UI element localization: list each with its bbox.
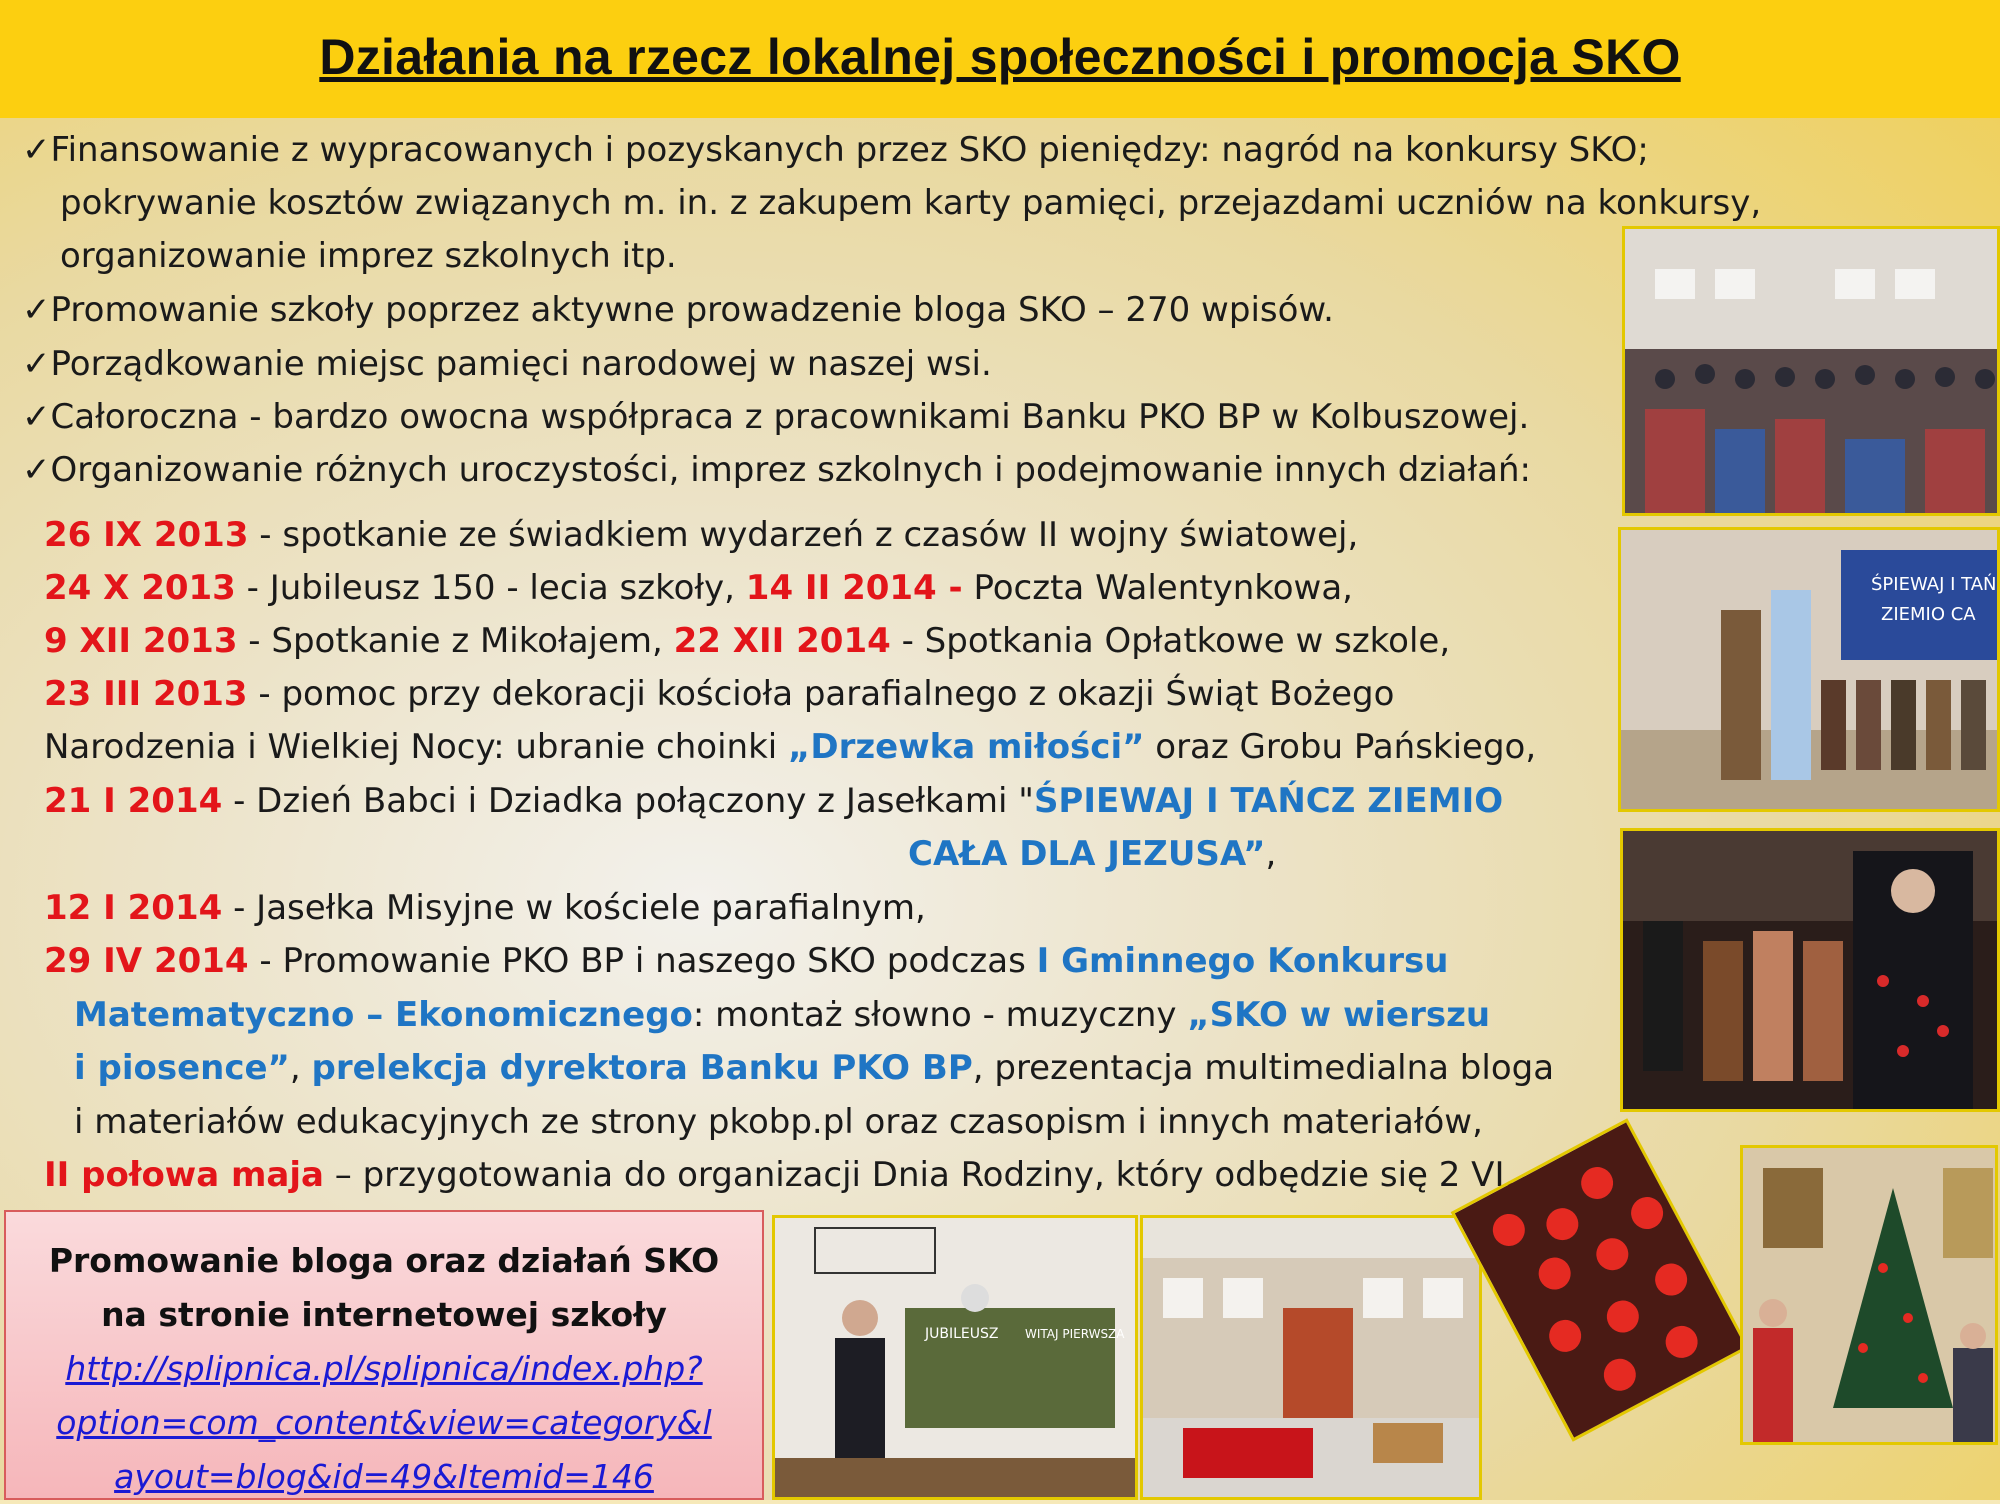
banner-text: ZIEMIO CA <box>1881 604 1976 625</box>
event-line: CAŁA DLA JEZUSA”, <box>908 834 1277 874</box>
event-line: 23 III 2013 - pomoc przy dekoracji kościoła parafialnego z okazji Świąt Bożego <box>44 674 1395 714</box>
event-line: Narodzenia i Wielkiej Nocy: ubranie choinki „Drzewka miłości” oraz Grobu Pańskiego, <box>44 727 1537 767</box>
costume-performance-photo <box>1620 828 2000 1112</box>
promo-box <box>4 1210 764 1500</box>
checkmark-icon: ✓ <box>22 450 51 490</box>
promo-heading: na stronie internetowej szkoły <box>101 1295 667 1334</box>
event-line: i materiałów edukacyjnych ze strony pkobp.pl oraz czasopism i innych materiałów, <box>74 1102 1483 1142</box>
blog-link[interactable]: option=com_content&view=category&l <box>56 1403 712 1442</box>
bullet-continuation: pokrywanie kosztów związanych m. in. z zakupem karty pamięci, przejazdami uczniów na konkursy, <box>60 183 1762 223</box>
event-line: 26 IX 2013 - spotkanie ze świadkiem wydarzeń z czasów II wojny światowej, <box>44 515 1359 555</box>
checkmark-icon: ✓ <box>22 397 51 437</box>
event-line: i piosence”, prelekcja dyrektora Banku PKO BP, prezentacja multimedialna bloga <box>74 1048 1555 1088</box>
page-title: Działania na rzecz lokalnej społeczności i promocja SKO <box>319 29 1681 85</box>
event-line: 9 XII 2013 - Spotkanie z Mikołajem, 22 XII 2014 - Spotkania Opłatkowe w szkole, <box>44 621 1451 661</box>
bullet-item: ✓Całoroczna - bardzo owocna współpraca z pracownikami Banku PKO BP w Kolbuszowej. <box>22 397 1530 437</box>
banner-text: WITAJ PIERWSZA <box>1025 1327 1125 1341</box>
event-line: Matematyczno – Ekonomicznego: montaż słowno - muzyczny „SKO w wierszu <box>74 995 1491 1035</box>
banner-text: JUBILEUSZ <box>925 1326 999 1342</box>
bullet-item: ✓Promowanie szkoły poprzez aktywne prowadzenie bloga SKO – 270 wpisów. <box>22 290 1334 330</box>
speaker-photo <box>772 1215 1138 1500</box>
speaker-image <box>775 1218 1138 1500</box>
christmas-tree-image <box>1743 1148 1998 1445</box>
event-line: 12 I 2014 - Jasełka Misyjne w kościele parafialnym, <box>44 888 926 928</box>
gym-audience-photo <box>1622 226 2000 516</box>
blog-link[interactable]: ayout=blog&id=49&Itemid=146 <box>114 1457 654 1496</box>
costume-performance-image <box>1623 831 2000 1112</box>
school-sleigh-image <box>1143 1218 1482 1500</box>
event-line: II połowa maja – przygotowania do organizacji Dnia Rodziny, który odbędzie się 2 VI. <box>44 1155 1516 1195</box>
christmas-tree-photo <box>1740 1145 1998 1445</box>
bullet-item: ✓Finansowanie z wypracowanych i pozyskanych przez SKO pieniędzy: nagród na konkursy SKO; <box>22 130 1649 170</box>
checkmark-icon: ✓ <box>22 290 51 330</box>
promo-heading: Promowanie bloga oraz działań SKO <box>48 1241 720 1280</box>
gym-audience-image <box>1625 229 2000 516</box>
bullet-continuation: organizowanie imprez szkolnych itp. <box>60 236 677 276</box>
event-line: 29 IV 2014 - Promowanie PKO BP i naszego SKO podczas I Gminnego Konkursu <box>44 941 1449 981</box>
nativity-play-image <box>1621 530 2000 812</box>
event-line: 21 I 2014 - Dzień Babci i Dziadka połączony z Jasełkami "ŚPIEWAJ I TAŃCZ ZIEMIO <box>44 781 1504 821</box>
nativity-play-photo <box>1618 527 2000 812</box>
checkmark-icon: ✓ <box>22 130 51 170</box>
blog-link[interactable]: http://splipnica.pl/splipnica/index.php? <box>65 1349 703 1388</box>
banner-text: ŚPIEWAJ I TAŃ <box>1871 574 1997 595</box>
event-line: 24 X 2013 - Jubileusz 150 - lecia szkoły, 14 II 2014 - Poczta Walentynkowa, <box>44 568 1353 608</box>
bullet-item: ✓Organizowanie różnych uroczystości, imprez szkolnych i podejmowanie innych działań: <box>22 450 1531 490</box>
bullet-item: ✓Porządkowanie miejsc pamięci narodowej w naszej wsi. <box>22 344 992 384</box>
school-sleigh-photo <box>1140 1215 1482 1500</box>
checkmark-icon: ✓ <box>22 344 51 384</box>
